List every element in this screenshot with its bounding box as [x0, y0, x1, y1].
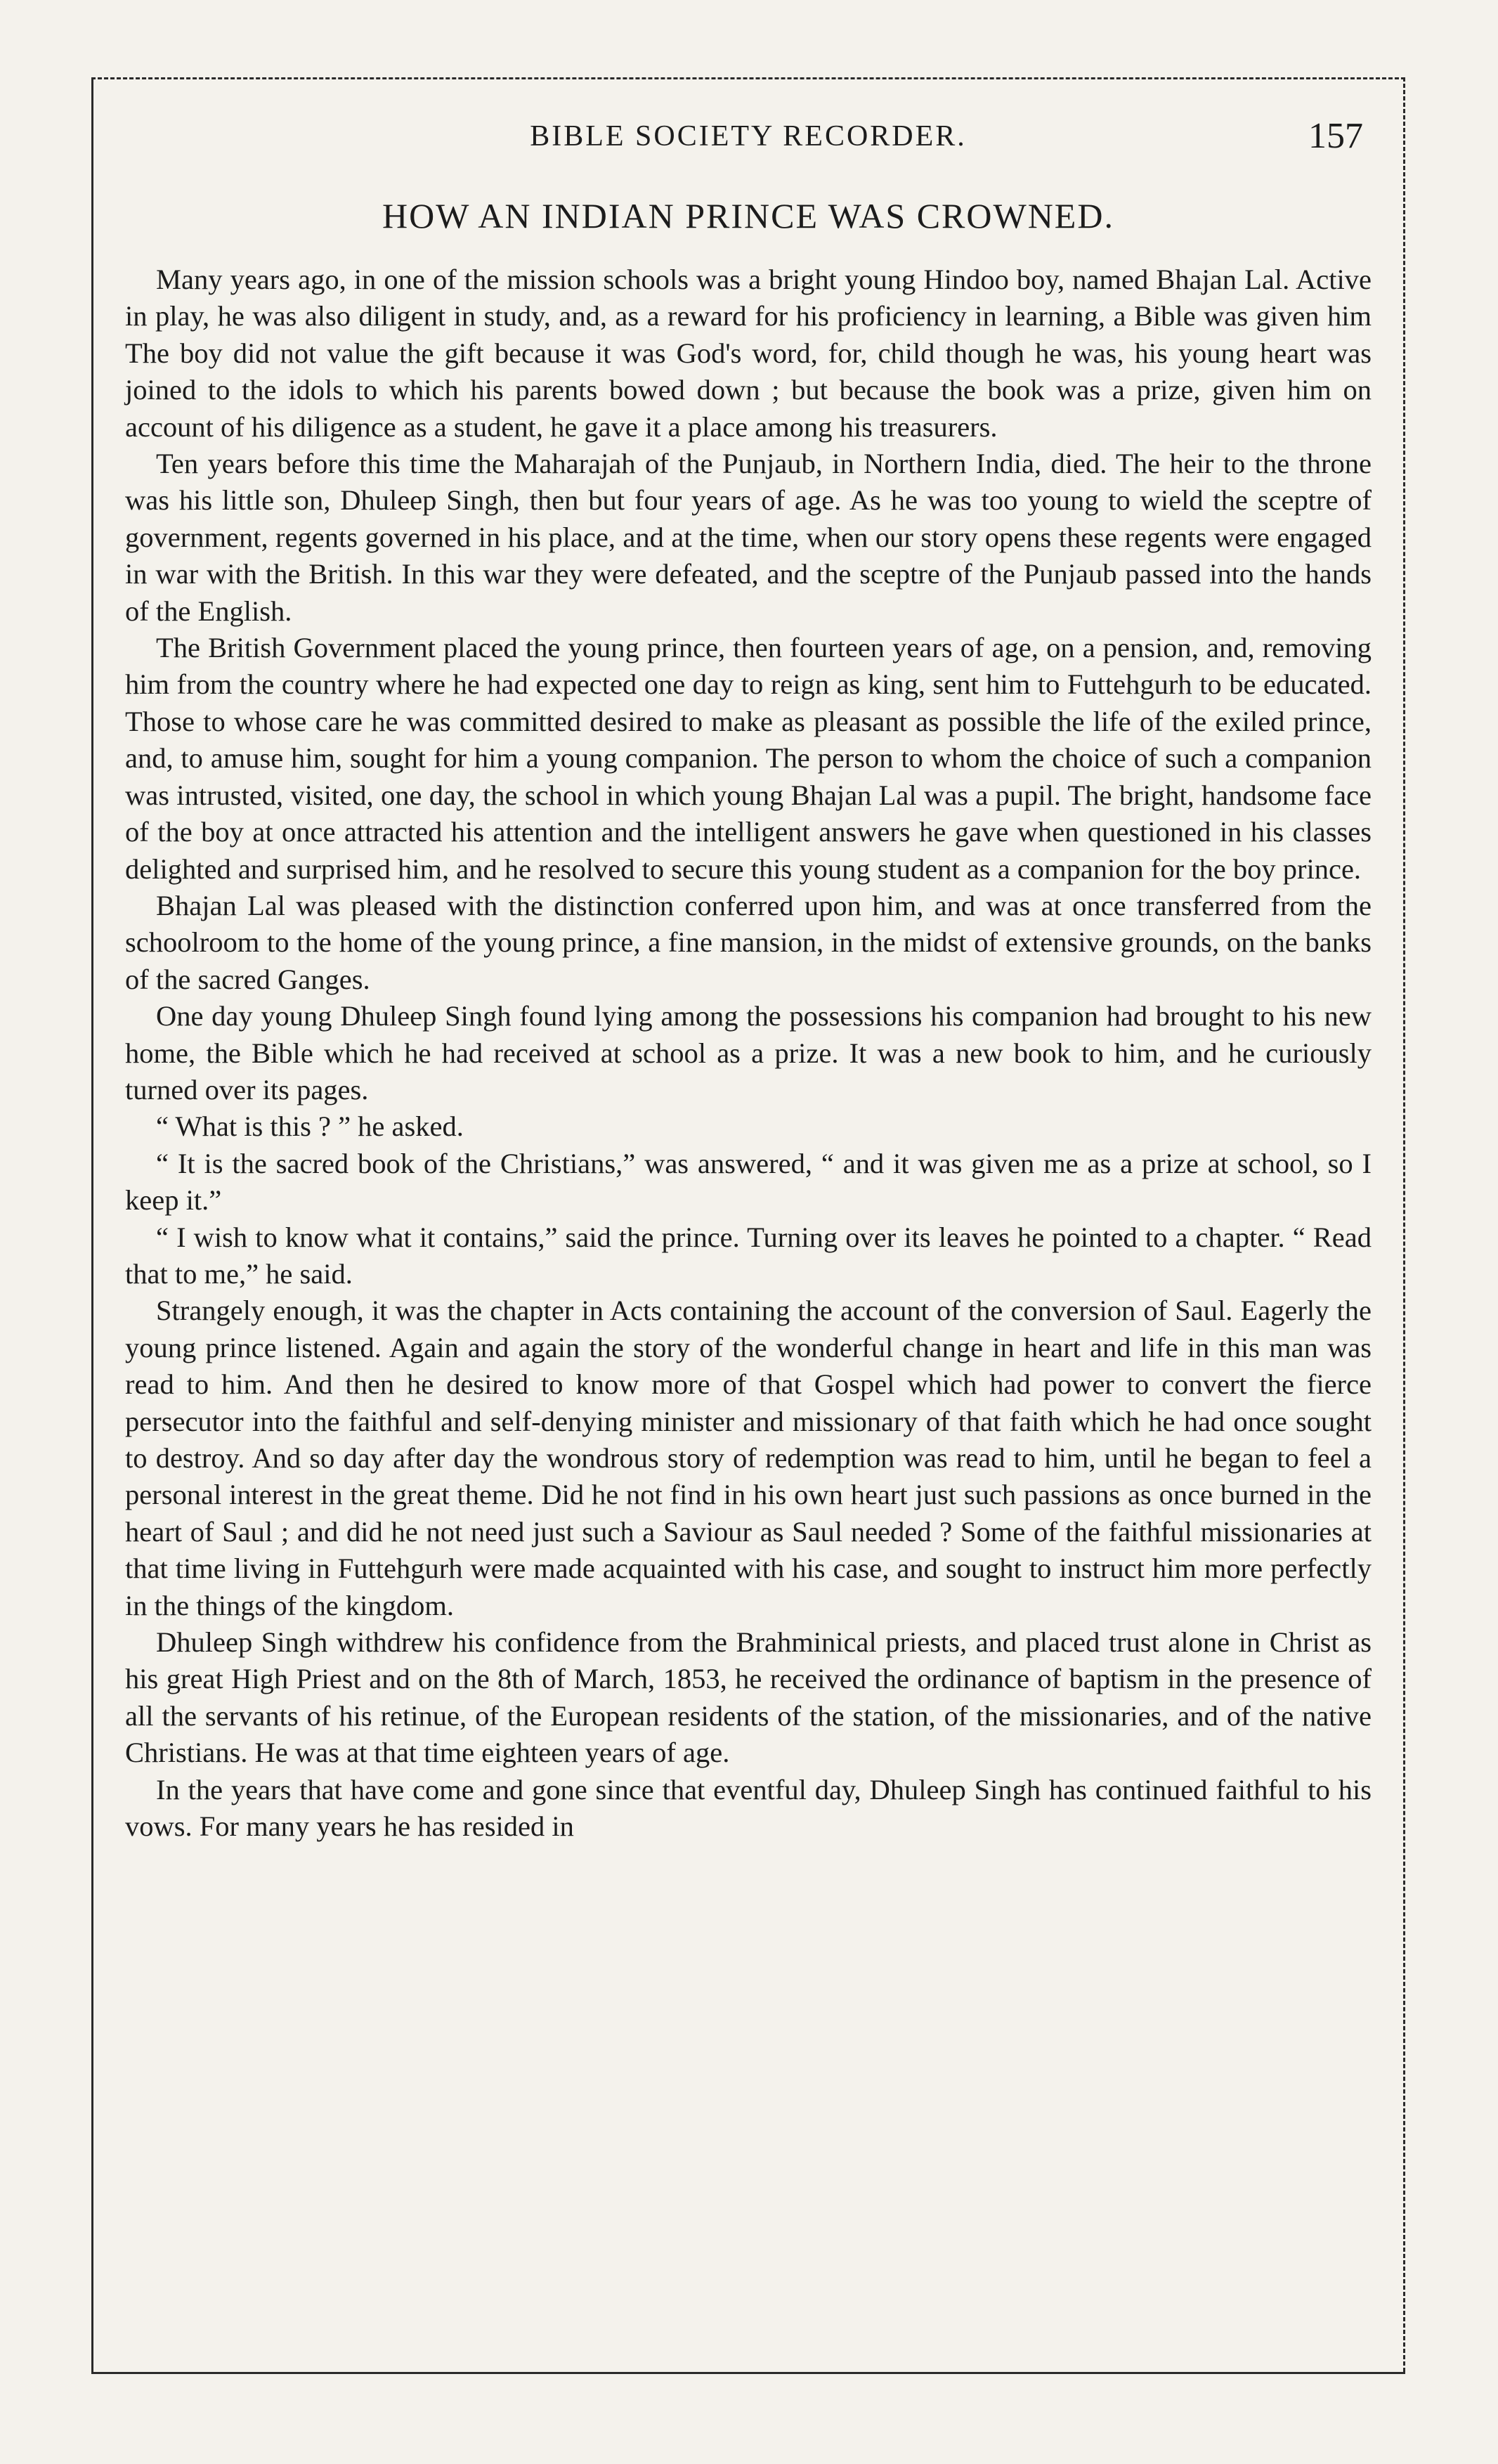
paragraph: “ What is this ? ” he asked. — [156, 1110, 464, 1143]
bottom-rule — [91, 2372, 1405, 2374]
paragraph: One day young Dhuleep Singh found lying among the possessions his companion had brought to his new home, the Bible which he had received at school as a prize. It was a new book to him, and he curiously turned over its pages. — [125, 1000, 1372, 1105]
left-rule — [91, 77, 93, 2372]
paragraph: In the years that have come and gone since that eventful day, Dhuleep Singh has continued faithful to his vows. For many years he has resided in — [125, 1773, 1372, 1843]
paragraph: “ I wish to know what it contains,” said the prince. Turning over its leaves he pointed to a chapter. “ Read that to me,” he said. — [125, 1221, 1372, 1290]
top-rule — [91, 77, 1405, 79]
paragraph: The British Government placed the young prince, then fourteen years of age, on a pension, and, removing him from the country where he had expected one day to reign as king, sent him to Futtehgurh to be educated. Those to whose care he was committed desired to make as pleasant as possible the life of the exiled prince, and, to amuse him, sought for him a young companion. The person to whom the choice of such a companion was intrusted, visited, one day, the school in which young Bhajan Lal was a pupil. The bright, handsome face of the boy at once attracted his attention and the intelligent answers he gave when questioned in his classes delighted and surprised him, and he resolved to secure this young student as a companion for the boy prince. — [125, 632, 1372, 885]
article-body — [125, 261, 1372, 1845]
page — [91, 77, 1405, 2397]
page-number: 157 — [1308, 116, 1363, 156]
paragraph: Strangely enough, it was the chapter in Acts containing the account of the conversion of Saul. Eagerly the young prince listened. Again and again the story of the wonderful change in heart and life in this man was read to him. And then he desired to know more of that Gospel which had power to convert the fierce persecutor into the faithful and self-denying minister and missionary of that faith which he had once sought to destroy. And so day after day the wondrous story of redemption was read to him, until he began to feel a personal interest in the great theme. Did he not find in his own heart just such passions as once burned in the heart of Saul ; and did he not need just such a Saviour as Saul needed ? Some of the faithful missionaries at that time living in Futtehgurh were made acquainted with his case, and sought to instruct him more perfectly in the things of the kingdom. — [125, 1295, 1372, 1621]
article-title: HOW AN INDIAN PRINCE WAS CROWNED. — [382, 196, 1114, 235]
paragraph: Dhuleep Singh withdrew his confidence from the Brahminical priests, and placed trust alone in Christ as his great High Priest and on the 8th of March, 1853, he received the ordinance of baptism in the presence of all the servants of his retinue, of the European residents of the station, of the missionaries, and of the native Christians. He was at that time eighteen years of age. — [125, 1626, 1372, 1769]
paragraph: “ It is the sacred book of the Christians,” was answered, “ and it was given me as a prize at school, so I keep it.” — [125, 1147, 1372, 1217]
right-rule — [1403, 77, 1405, 2372]
paragraph: Ten years before this time the Maharajah of the Punjaub, in Northern India, died. The heir to the throne was his little son, Dhuleep Singh, then but four years of age. As he was too young to wield the sceptre of government, regents governed in his place, and at the time, when our story opens these regents were engaged in war with the British. In this war they were defeated, and the sceptre of the Punjaub passed into the hands of the English. — [125, 448, 1372, 627]
paragraph: Bhajan Lal was pleased with the distinction conferred upon him, and was at once transferred from the schoolroom to the home of the young prince, a fine mansion, in the midst of extensive grounds, on the banks of the sacred Ganges. — [125, 889, 1372, 995]
running-title: BIBLE SOCIETY RECORDER. — [530, 120, 967, 153]
running-head — [91, 116, 1405, 169]
paragraph: Many years ago, in one of the mission schools was a bright young Hindoo boy, named Bhajan Lal. Active in play, he was also diligent in study, and, as a reward for his proficiency in learning, a Bible was given him The boy did not value the gift because it was God's word, for, child though he was, his young heart was joined to the idols to which his parents bowed down ; but because the book was a prize, given him on account of his diligence as a student, he gave it a place among his treasurers. — [125, 264, 1372, 443]
